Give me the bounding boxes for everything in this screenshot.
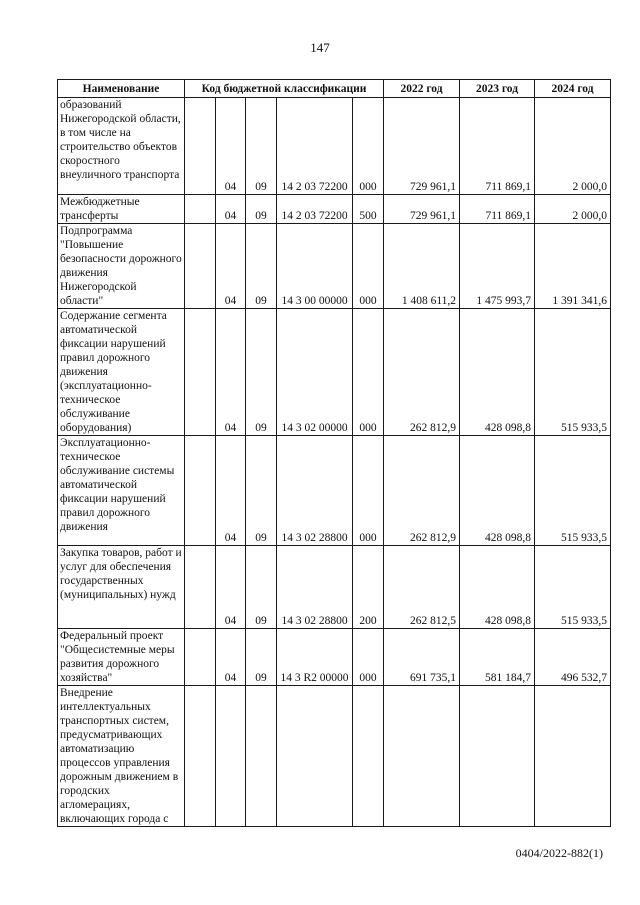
table-row xyxy=(58,686,611,827)
row-name: Подпрограмма "Повышение безопасности дорожного движения Нижегородской области" xyxy=(58,224,185,309)
code-expense-type: 000 xyxy=(353,224,384,309)
code-part-1 xyxy=(185,629,216,686)
value-2023: 711 869,1 xyxy=(460,195,535,224)
code-part-1 xyxy=(185,436,216,546)
header-2024: 2024 год xyxy=(535,80,611,98)
header-name: Наименование xyxy=(58,80,185,98)
table-row xyxy=(58,309,611,436)
code-section: 04 xyxy=(216,546,246,629)
page-number: 147 xyxy=(310,40,330,55)
row-name: образований Нижегородской области, в том числе на строительство объектов скоростного внеуличного транспорта xyxy=(58,98,185,195)
code-part-1 xyxy=(185,546,216,629)
code-part-1 xyxy=(185,224,216,309)
header-code: Код бюджетной классификации xyxy=(185,80,384,98)
code-target-item: 14 3 02 28800 xyxy=(277,546,353,629)
row-name: Межбюджетные трансферты xyxy=(58,195,185,224)
code-expense-type: 000 xyxy=(353,436,384,546)
value-2023 xyxy=(460,686,535,827)
code-target-item: 14 3 00 00000 xyxy=(277,224,353,309)
code-subsection: 09 xyxy=(246,546,277,629)
value-2022: 691 735,1 xyxy=(384,629,460,686)
value-2022: 1 408 611,2 xyxy=(384,224,460,309)
code-section: 04 xyxy=(216,309,246,436)
table-row xyxy=(58,224,611,309)
code-expense-type xyxy=(353,686,384,827)
code-part-1 xyxy=(185,309,216,436)
value-2023: 711 869,1 xyxy=(460,98,535,195)
code-section: 04 xyxy=(216,195,246,224)
table-row xyxy=(58,436,611,546)
table-header-row xyxy=(58,80,611,98)
code-expense-type: 000 xyxy=(353,629,384,686)
value-2024: 515 933,5 xyxy=(535,309,611,436)
value-2024: 515 933,5 xyxy=(535,546,611,629)
value-2024 xyxy=(535,686,611,827)
code-expense-type: 000 xyxy=(353,309,384,436)
code-target-item xyxy=(277,686,353,827)
code-subsection xyxy=(246,686,277,827)
code-section xyxy=(216,686,246,827)
value-2024: 2 000,0 xyxy=(535,195,611,224)
code-target-item: 14 3 R2 00000 xyxy=(277,629,353,686)
row-name: Внедрение интеллектуальных транспортных систем, предусматривающих автоматизацию процессов управления дорожным движением в городских агломерациях, включающих города с xyxy=(58,686,185,827)
value-2023: 581 184,7 xyxy=(460,629,535,686)
code-section: 04 xyxy=(216,224,246,309)
value-2024: 515 933,5 xyxy=(535,436,611,546)
row-name: Федеральный проект "Общесистемные меры развития дорожного хозяйства" xyxy=(58,629,185,686)
value-2024: 496 532,7 xyxy=(535,629,611,686)
row-name: Закупка товаров, работ и услуг для обеспечения государственных (муниципальных) нужд xyxy=(58,546,185,629)
code-subsection: 09 xyxy=(246,309,277,436)
value-2024: 2 000,0 xyxy=(535,98,611,195)
code-subsection: 09 xyxy=(246,195,277,224)
document-number: 0404/2022-882(1) xyxy=(515,846,603,860)
code-target-item: 14 2 03 72200 xyxy=(277,195,353,224)
code-expense-type: 500 xyxy=(353,195,384,224)
code-subsection: 09 xyxy=(246,224,277,309)
value-2022: 729 961,1 xyxy=(384,98,460,195)
table-row xyxy=(58,98,611,195)
row-name: Эксплуатационно-техническое обслуживание системы автоматической фиксации нарушений правил дорожного движения xyxy=(58,436,185,546)
code-part-1 xyxy=(185,686,216,827)
value-2023: 428 098,8 xyxy=(460,546,535,629)
value-2023: 1 475 993,7 xyxy=(460,224,535,309)
budget-table xyxy=(57,79,611,827)
code-subsection: 09 xyxy=(246,98,277,195)
code-section: 04 xyxy=(216,436,246,546)
row-name: Содержание сегмента автоматической фиксации нарушений правил дорожного движения (эксплуатационно-техническое обслуживание оборудования) xyxy=(58,309,185,436)
value-2022: 262 812,5 xyxy=(384,546,460,629)
code-section: 04 xyxy=(216,98,246,195)
code-subsection: 09 xyxy=(246,629,277,686)
code-target-item: 14 3 02 00000 xyxy=(277,309,353,436)
value-2022: 262 812,9 xyxy=(384,436,460,546)
code-part-1 xyxy=(185,98,216,195)
value-2024: 1 391 341,6 xyxy=(535,224,611,309)
code-target-item: 14 2 03 72200 xyxy=(277,98,353,195)
code-part-1 xyxy=(185,195,216,224)
table-row xyxy=(58,546,611,629)
value-2022: 729 961,1 xyxy=(384,195,460,224)
value-2022 xyxy=(384,686,460,827)
table-row xyxy=(58,629,611,686)
value-2023: 428 098,8 xyxy=(460,436,535,546)
value-2023: 428 098,8 xyxy=(460,309,535,436)
header-2022: 2022 год xyxy=(384,80,460,98)
code-target-item: 14 3 02 28800 xyxy=(277,436,353,546)
code-expense-type: 200 xyxy=(353,546,384,629)
code-section: 04 xyxy=(216,629,246,686)
code-expense-type: 000 xyxy=(353,98,384,195)
code-subsection: 09 xyxy=(246,436,277,546)
value-2022: 262 812,9 xyxy=(384,309,460,436)
table-row xyxy=(58,195,611,224)
header-2023: 2023 год xyxy=(460,80,535,98)
